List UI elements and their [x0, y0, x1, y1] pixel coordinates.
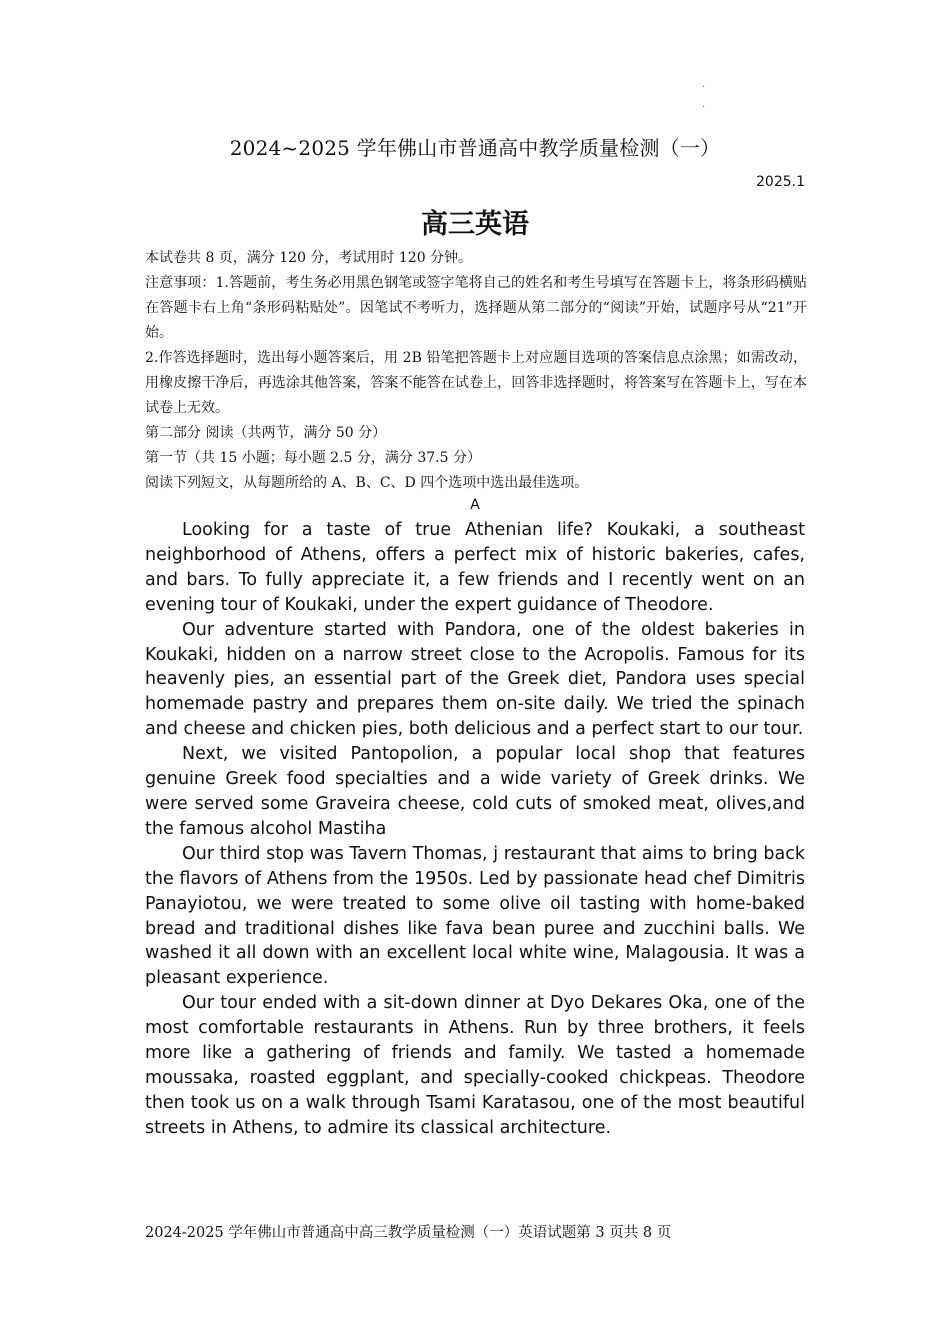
passage-paragraph: Our adventure started with Pandora, one of the oldest bakeries in Koukaki, hidden on a narrow street close to the Acropolis. Famous for its heavenly pies, an essential part of the Greek diet, Pandora uses special homemade pastry and prepares them on-site daily. We tried the spinach and cheese and chicken pies, both delicious and a perfect start to our tour. [145, 619, 805, 740]
exam-info: 本试卷共 8 页，满分 120 分，考试用时 120 分钟。 [145, 250, 473, 266]
subsection-heading: 第一节（共 15 小题；每小题 2.5 分，满分 37.5 分） [145, 450, 481, 466]
scan-artifact-dots: · · [702, 82, 706, 113]
reading-passage [145, 518, 805, 1141]
passage-paragraph: Our tour ended with a sit-down dinner at Dyo Dekares Oka, one of the most comfortable restaurants in Athens. Run by three brothers, it feels more like a gathering of friends and family. We tasted a homemade moussaka, roasted eggplant, and specially-cooked chickpeas. Theodore then took us on a walk through Tsami Karatasou, one of the most beautiful streets in Athens, to admire its classical architecture. [145, 993, 805, 1138]
exam-date: 2025.1 [756, 174, 805, 190]
exam-title: 2024~2025 学年佛山市普通高中教学质量检测（一） [229, 136, 721, 160]
passage-paragraph: Next, we visited Pantopolion, a popular local shop that features genuine Greek food specialties and a wide variety of Greek drinks. We were served some Graveira cheese, cold cuts of smoked meat, olives,and the famous alcohol Mastiha [145, 744, 805, 839]
reading-instruction: 阅读下列短文，从每题所给的 A、B、C、D 四个选项中选出最佳选项。 [145, 475, 589, 491]
page-footer: 2024-2025 学年佛山市普通高中高三教学质量检测（一）英语试题第 3 页共 8 页 [145, 1225, 672, 1241]
subject-title: 高三英语 [421, 209, 529, 240]
passage-paragraph: Looking for a taste of true Athenian life? Koukaki, a southeast neighborhood of Athens, offers a perfect mix of historic bakeries, cafes, and bars. To fully appreciate it, a few friends and I recently went on an evening tour of Koukaki, under the expert guidance of Theodore. [145, 520, 805, 615]
note-item-1: 注意事项：1.答题前，考生务必用黑色钢笔或签字笔将自己的姓名和考生号填写在答题卡上，将条形码横贴在答题卡右上角“条形码粘贴处”。因笔试不考听力，选择题从第二部分的“阅读”开始，试题序号从“21”开始。 [145, 275, 807, 341]
passage-paragraph: Our third stop was Tavern Thomas, j restaurant that aims to bring back the flavors of Athens from the 1950s. Led by passionate head chef Dimitris Panayiotou, we were treated to some olive oil tasting with home-baked bread and traditional dishes like fava bean puree and zucchini balls. We washed it all down with an excellent local white wine, Malagousia. It was a pleasant experience. [145, 843, 805, 989]
section-heading: 第二部分 阅读（共两节，满分 50 分） [145, 425, 387, 441]
passage-letter: A [470, 497, 480, 513]
note-item-2: 2.作答选择题时，选出每小题答案后，用 2B 铅笔把答题卡上对应题目选项的答案信息点涂黑；如需改动，用橡皮擦干净后，再选涂其他答案，答案不能答在试卷上，回答非选择题时，将答案写在答题卡上，写在本试卷上无效。 [145, 350, 807, 416]
instructions [145, 246, 807, 496]
